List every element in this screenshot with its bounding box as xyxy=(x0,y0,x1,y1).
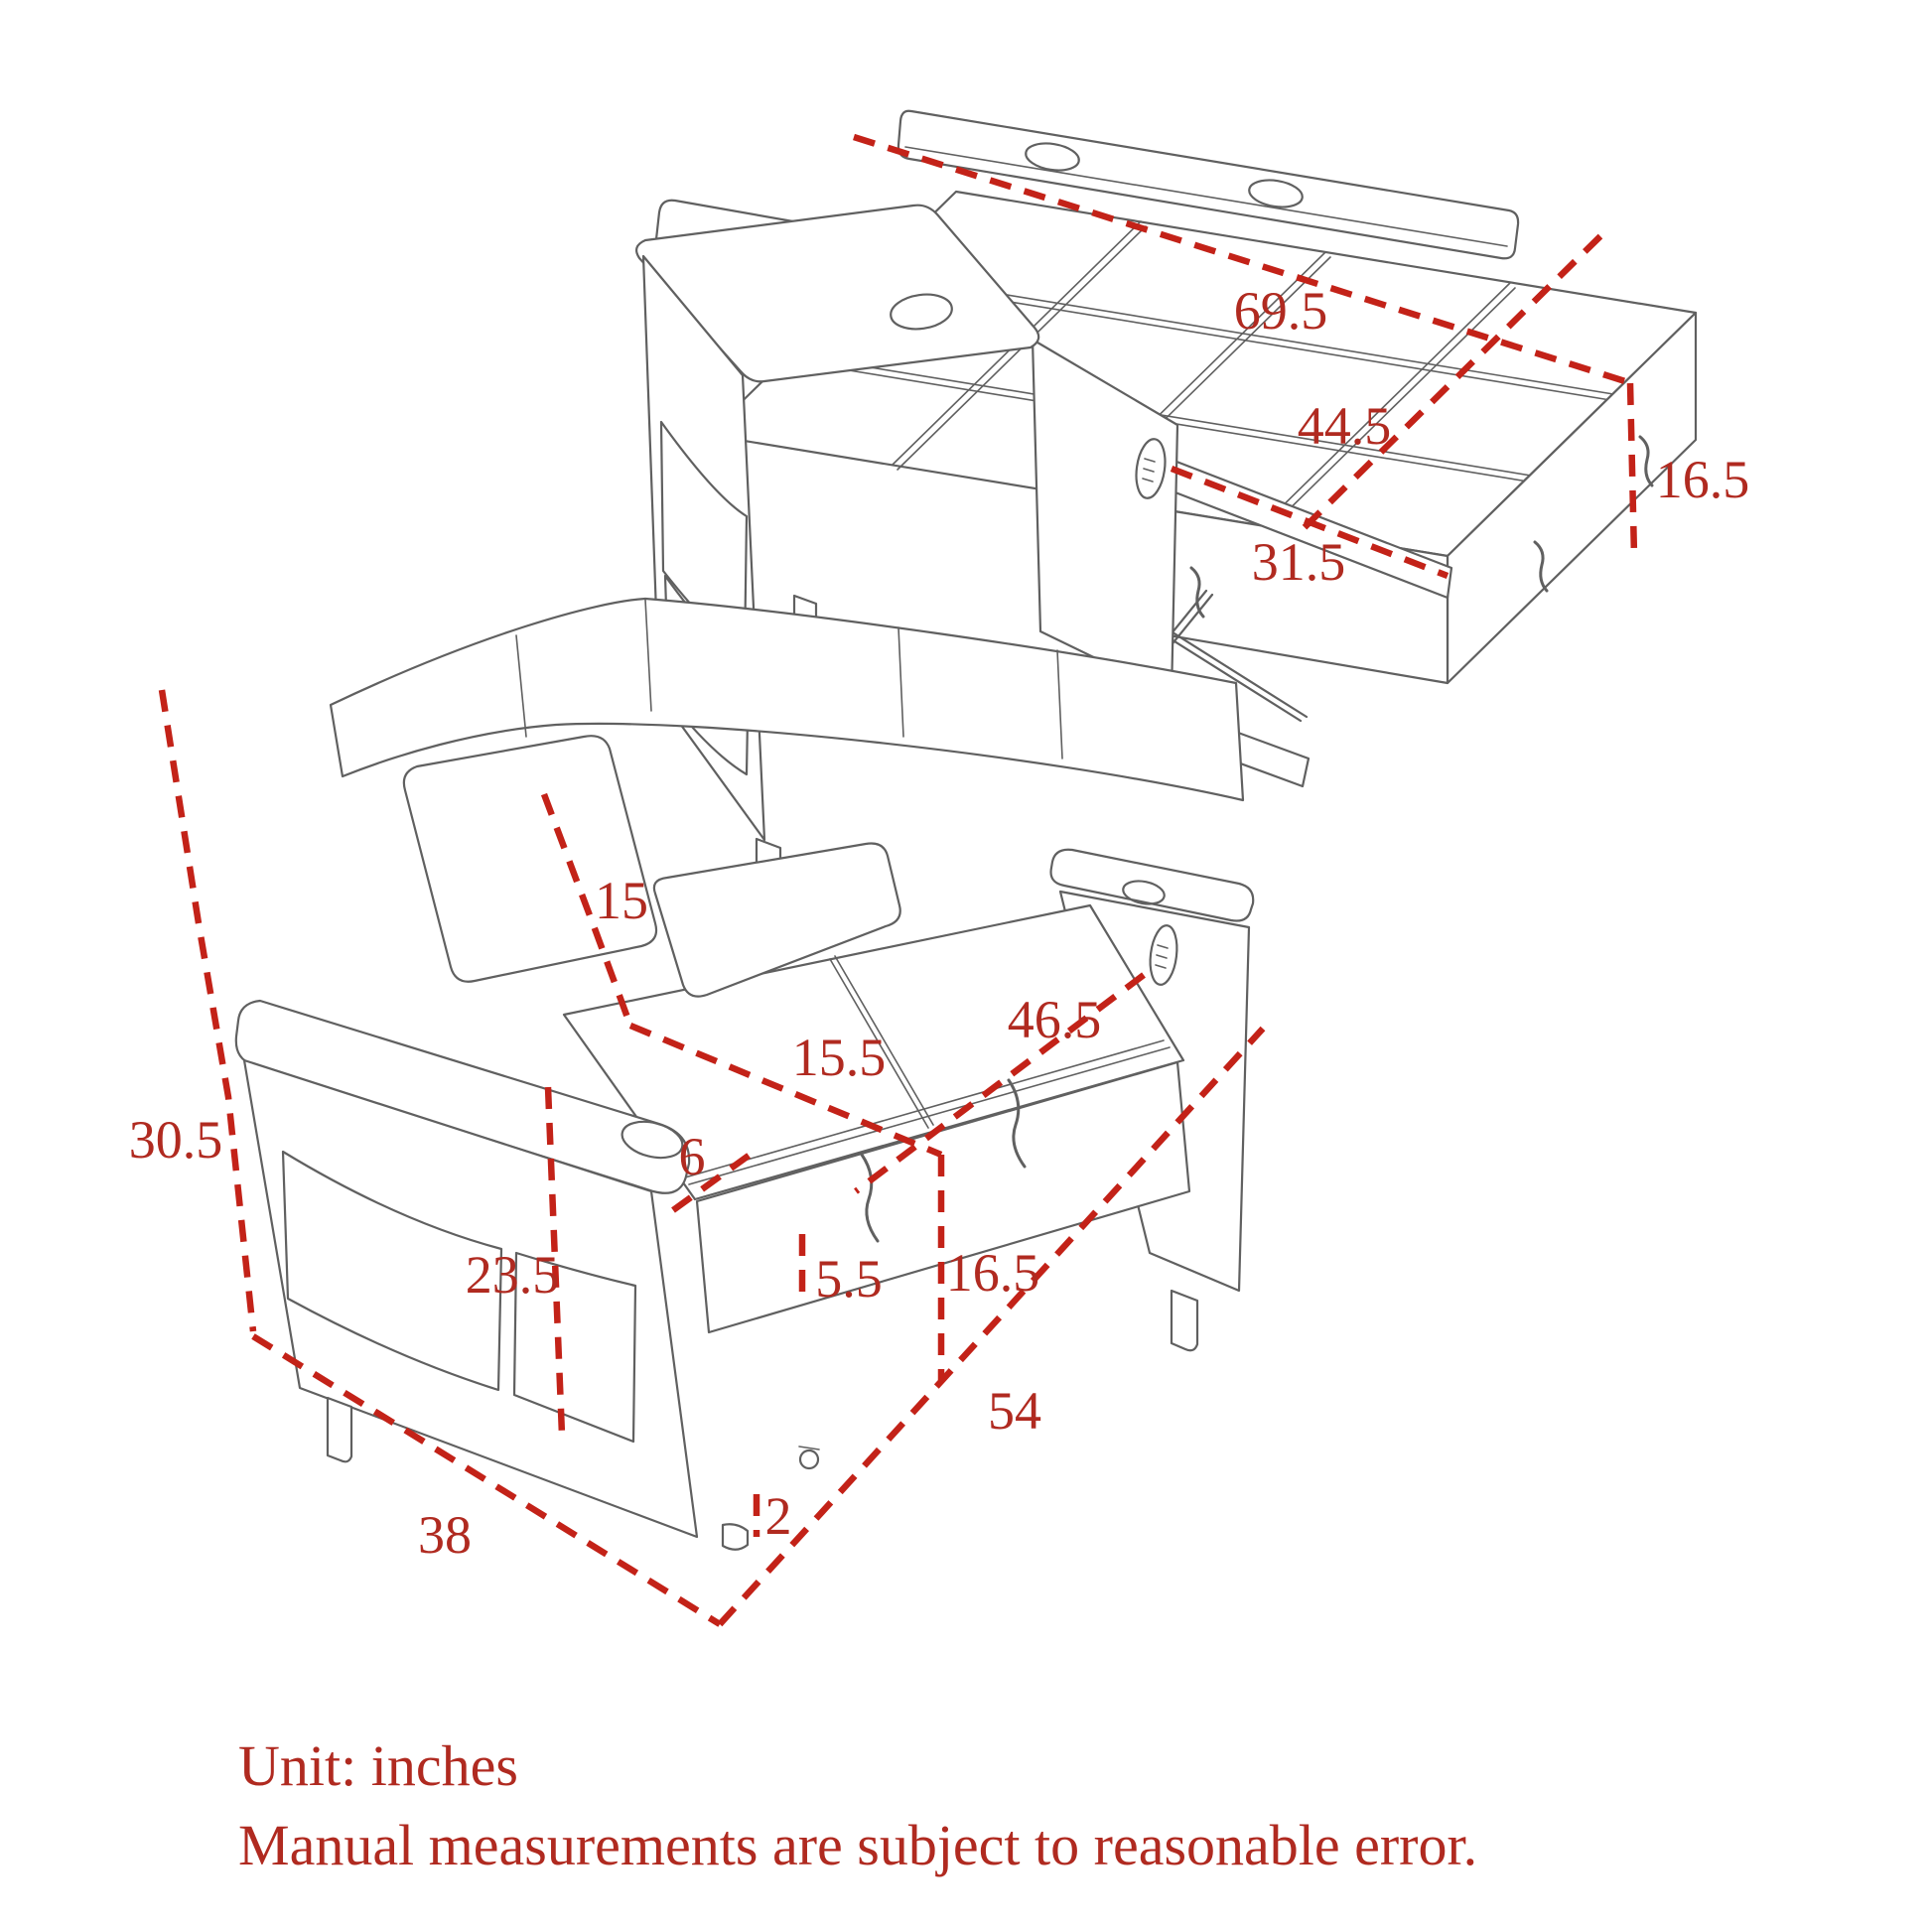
pillow xyxy=(404,736,656,982)
dim-label-platform-height: 16.5 xyxy=(1655,450,1750,509)
dim-label-bed-width: 44.5 xyxy=(1297,396,1392,456)
dim-label-pullout-length: 31.5 xyxy=(1251,532,1346,592)
dim-label-leg-height: 2 xyxy=(764,1486,792,1546)
dim-label-overall-height: 30.5 xyxy=(128,1110,223,1170)
dim-line-overall-height xyxy=(162,690,253,1331)
sofa-leg xyxy=(1172,1291,1197,1350)
dim-label-overall-depth: 38 xyxy=(418,1505,472,1565)
dim-label-overall-width: 54 xyxy=(988,1381,1041,1441)
sofa-leg xyxy=(328,1398,351,1461)
dim-label-seat-depth: 15.5 xyxy=(791,1028,887,1087)
caster-wheel xyxy=(800,1450,818,1468)
dim-label-seat-height: 16.5 xyxy=(945,1243,1040,1303)
caster-mount xyxy=(799,1447,819,1449)
dim-label-arm-front-height: 23.5 xyxy=(465,1245,560,1305)
sofa-leg xyxy=(723,1524,748,1550)
dim-label-back-height: 15 xyxy=(595,871,648,930)
disclaimer-note: Manual measurements are subject to reasonable error. xyxy=(238,1813,1478,1877)
unit-note: Unit: inches xyxy=(238,1733,518,1798)
dim-label-clearance: 5.5 xyxy=(815,1249,883,1309)
dim-label-armrest-width: 6 xyxy=(678,1127,706,1186)
dim-label-bed-length: 69.5 xyxy=(1233,281,1328,341)
dim-label-seat-width: 46.5 xyxy=(1007,990,1102,1049)
